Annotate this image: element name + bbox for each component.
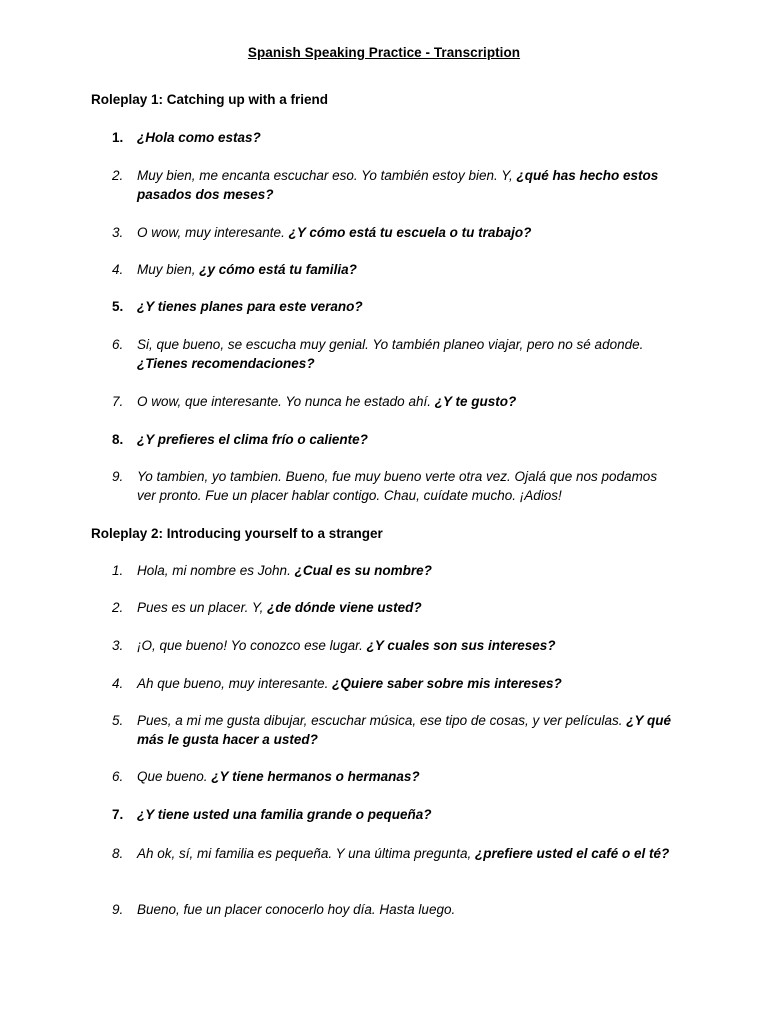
list-item bbox=[112, 845, 672, 864]
item-question-text: ¿de dónde viene usted? bbox=[267, 600, 422, 615]
item-number: 8. bbox=[112, 846, 124, 861]
item-text bbox=[137, 468, 672, 505]
item-number: 1. bbox=[112, 563, 124, 578]
section-heading-roleplay-1: Roleplay 1: Catching up with a friend bbox=[91, 92, 329, 107]
list-item bbox=[112, 712, 672, 749]
item-plain-text: O wow, muy interesante. bbox=[137, 225, 289, 240]
list-item bbox=[112, 637, 672, 656]
item-text bbox=[137, 224, 672, 243]
item-number: 2. bbox=[112, 168, 124, 183]
item-question-text: ¿Hola como estas? bbox=[137, 130, 261, 145]
item-text bbox=[137, 431, 672, 450]
item-text bbox=[137, 637, 672, 656]
item-text bbox=[137, 336, 672, 373]
item-question-text: ¿Y tienes planes para este verano? bbox=[137, 299, 363, 314]
item-question-text: ¿qué has hecho estos pasados dos meses? bbox=[137, 168, 659, 202]
item-number: 6. bbox=[112, 337, 124, 352]
item-plain-text: Hola, mi nombre es John. bbox=[137, 563, 295, 578]
item-question-text: ¿y cómo está tu familia? bbox=[199, 262, 357, 277]
list-item bbox=[112, 336, 672, 373]
item-text bbox=[137, 599, 672, 618]
item-number: 8. bbox=[112, 432, 124, 447]
item-plain-text: Que bueno. bbox=[137, 769, 212, 784]
item-text bbox=[137, 393, 672, 412]
item-question-text: ¿Y tiene hermanos o hermanas? bbox=[211, 769, 420, 784]
item-plain-text: Pues, a mi me gusta dibujar, escuchar música, ese tipo de cosas, y ver películas. bbox=[137, 713, 627, 728]
item-number: 5. bbox=[112, 299, 124, 314]
item-number: 5. bbox=[112, 713, 124, 728]
list-item bbox=[112, 675, 672, 694]
item-plain-text: Muy bien, bbox=[137, 262, 200, 277]
list-item bbox=[112, 167, 672, 204]
section-heading-roleplay-2: Roleplay 2: Introducing yourself to a stranger bbox=[91, 526, 383, 541]
item-plain-text: Ah que bueno, muy interesante. bbox=[137, 676, 333, 691]
item-plain-text: Ah ok, sí, mi familia es pequeña. Y una última pregunta, bbox=[137, 846, 475, 861]
list-item bbox=[112, 768, 672, 787]
item-question-text: ¿Tienes recomendaciones? bbox=[137, 355, 315, 371]
list-item bbox=[112, 129, 672, 148]
item-text bbox=[137, 261, 672, 280]
item-plain-text: O wow, que interesante. Yo nunca he estado ahí. bbox=[137, 394, 435, 409]
item-text bbox=[137, 712, 672, 749]
item-plain-text: Yo tambien, yo tambien. Bueno, fue muy bueno verte otra vez. Ojalá que nos podamos ver pronto. Fue un placer hablar contigo. Chau, cuídate mucho. ¡Adios! bbox=[137, 469, 658, 503]
item-number: 1. bbox=[112, 130, 124, 145]
item-number: 3. bbox=[112, 638, 124, 653]
item-number: 9. bbox=[112, 469, 124, 484]
list-item bbox=[112, 298, 672, 317]
item-plain-text: ¡O, que bueno! Yo conozco ese lugar. bbox=[137, 638, 367, 653]
item-text bbox=[137, 129, 672, 148]
item-number: 4. bbox=[112, 262, 124, 277]
item-number: 3. bbox=[112, 225, 124, 240]
list-item bbox=[112, 468, 672, 505]
item-question-text: ¿Quiere saber sobre mis intereses? bbox=[332, 676, 562, 691]
item-text bbox=[137, 901, 672, 920]
item-number: 6. bbox=[112, 769, 124, 784]
item-text bbox=[137, 768, 672, 787]
list-item bbox=[112, 393, 672, 412]
item-number: 4. bbox=[112, 676, 124, 691]
item-plain-text: Pues es un placer. Y, bbox=[137, 600, 268, 615]
item-question-text: ¿prefiere usted el café o el té? bbox=[474, 846, 670, 861]
list-item bbox=[112, 599, 672, 618]
item-question-text: ¿Cual es su nombre? bbox=[294, 563, 432, 578]
item-text bbox=[137, 562, 672, 581]
item-plain-text: Bueno, fue un placer conocerlo hoy día. Hasta luego. bbox=[137, 902, 456, 917]
list-item bbox=[112, 806, 672, 825]
list-item bbox=[112, 261, 672, 280]
item-plain-text: Muy bien, me encanta escuchar eso. Yo también estoy bien. Y, bbox=[137, 168, 517, 183]
list-item bbox=[112, 431, 672, 450]
item-question-text: ¿Y prefieres el clima frío o caliente? bbox=[137, 432, 368, 447]
item-number: 9. bbox=[112, 902, 124, 917]
item-question-text: ¿Y tiene usted una familia grande o pequeña? bbox=[137, 807, 432, 822]
item-number: 2. bbox=[112, 600, 124, 615]
document-title: Spanish Speaking Practice - Transcription bbox=[247, 45, 521, 60]
item-number: 7. bbox=[112, 807, 124, 822]
item-text bbox=[137, 806, 672, 825]
item-text bbox=[137, 845, 672, 864]
item-question-text: ¿Y qué más le gusta hacer a usted? bbox=[137, 713, 672, 747]
item-question-text: ¿Y cómo está tu escuela o tu trabajo? bbox=[288, 225, 532, 240]
item-text bbox=[137, 167, 672, 204]
list-item bbox=[112, 224, 672, 243]
list-item bbox=[112, 901, 672, 920]
item-text bbox=[137, 675, 672, 694]
item-plain-text: Si, que bueno, se escucha muy genial. Yo también planeo viajar, pero no sé adonde. bbox=[137, 337, 644, 352]
item-text bbox=[137, 298, 672, 317]
list-item bbox=[112, 562, 672, 581]
item-question-text: ¿Y te gusto? bbox=[434, 394, 517, 409]
item-question-text: ¿Y cuales son sus intereses? bbox=[366, 638, 556, 653]
item-number: 7. bbox=[112, 394, 124, 409]
